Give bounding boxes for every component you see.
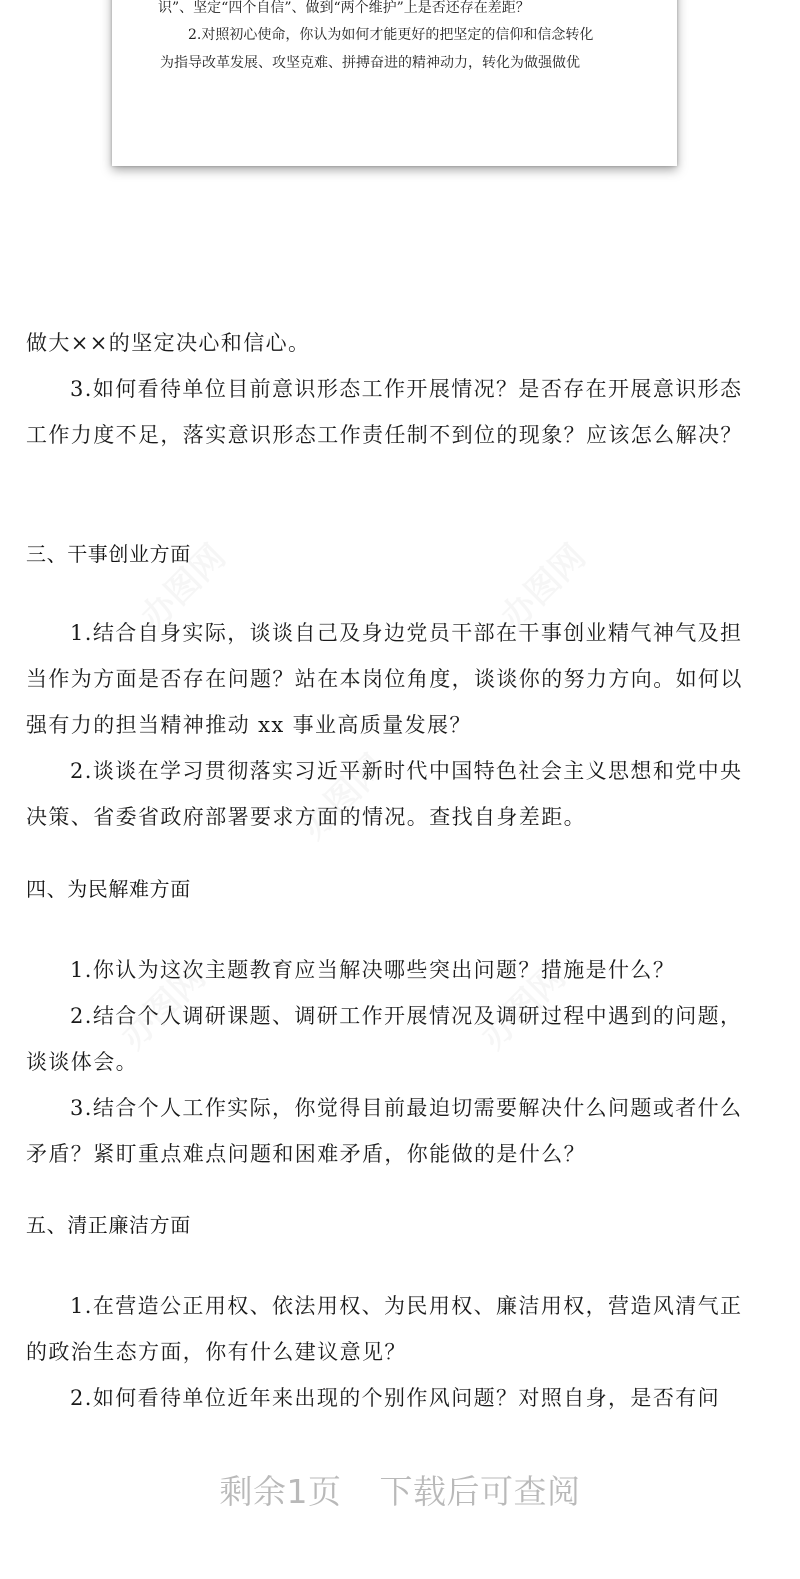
paragraph-text: 1.在营造公正用权、依法用权、为民用权、廉洁用权，营造风清气正的政治生态方面，你有什么建议意见？ [26,1294,743,1364]
paragraph-text: 做大××的坚定决心和信心。 [26,331,311,355]
preview-line: 2.对照初心使命，你认为如何才能更好的把坚定的信仰和信念转化 [188,27,594,43]
paragraph [26,610,764,748]
paragraph [26,993,764,1085]
paragraph-text: 3.如何看待单位目前意识形态工作开展情况？是否存在开展意识形态工作力度不足，落实意识形态工作责任制不到位的现象？应该怎么解决？ [26,377,743,447]
paragraph-text: 2.谈谈在学习贯彻落实习近平新时代中国特色社会主义思想和党中央决策、省委省政府部署要求方面的情况。查找自身差距。 [26,759,743,829]
preview-line: 为指导改革发展、攻坚克难、拼搏奋进的精神动力，转化为做强做优 [160,55,580,71]
paragraph [26,1375,764,1421]
paragraph [26,1085,764,1177]
paragraph [26,366,764,458]
paragraph-text: 3.结合个人工作实际，你觉得目前最迫切需要解决什么问题或者什么矛盾？紧盯重点难点问题和困难矛盾，你能做的是什么？ [26,1096,743,1166]
paragraph [26,748,764,840]
document-preview-card [112,0,677,166]
paragraph-text: 2.如何看待单位近年来出现的个别作风问题？对照自身，是否有问 [70,1386,721,1410]
section-heading: 五、清正廉洁方面 [26,1213,191,1237]
paragraph-text: 1.结合自身实际，谈谈自己及身边党员干部在干事创业精气神气及担当作为方面是否存在问题？站在本岗位角度，谈谈你的努力方向。如何以强有力的担当精神推动 xx 事业高质量发展？ [26,621,743,737]
download-prompt[interactable] [0,1466,800,1513]
section-heading: 四、为民解难方面 [26,877,191,901]
section-heading: 三、干事创业方面 [26,542,191,566]
remaining-pages-label: 剩余1页 [219,1472,342,1511]
download-to-view-label: 下载后可查阅 [379,1472,581,1511]
paragraph [26,1283,764,1375]
preview-line: 识”、坚定“四个自信”、做到“两个维护”上是否还存在差距？ [158,0,530,16]
paragraph [26,947,764,993]
paragraph [26,320,764,366]
paragraph-text: 2.结合个人调研课题、调研工作开展情况及调研过程中遇到的问题，谈谈体会。 [26,1004,743,1074]
paragraph-text: 1.你认为这次主题教育应当解决哪些突出问题？措施是什么？ [70,958,676,982]
